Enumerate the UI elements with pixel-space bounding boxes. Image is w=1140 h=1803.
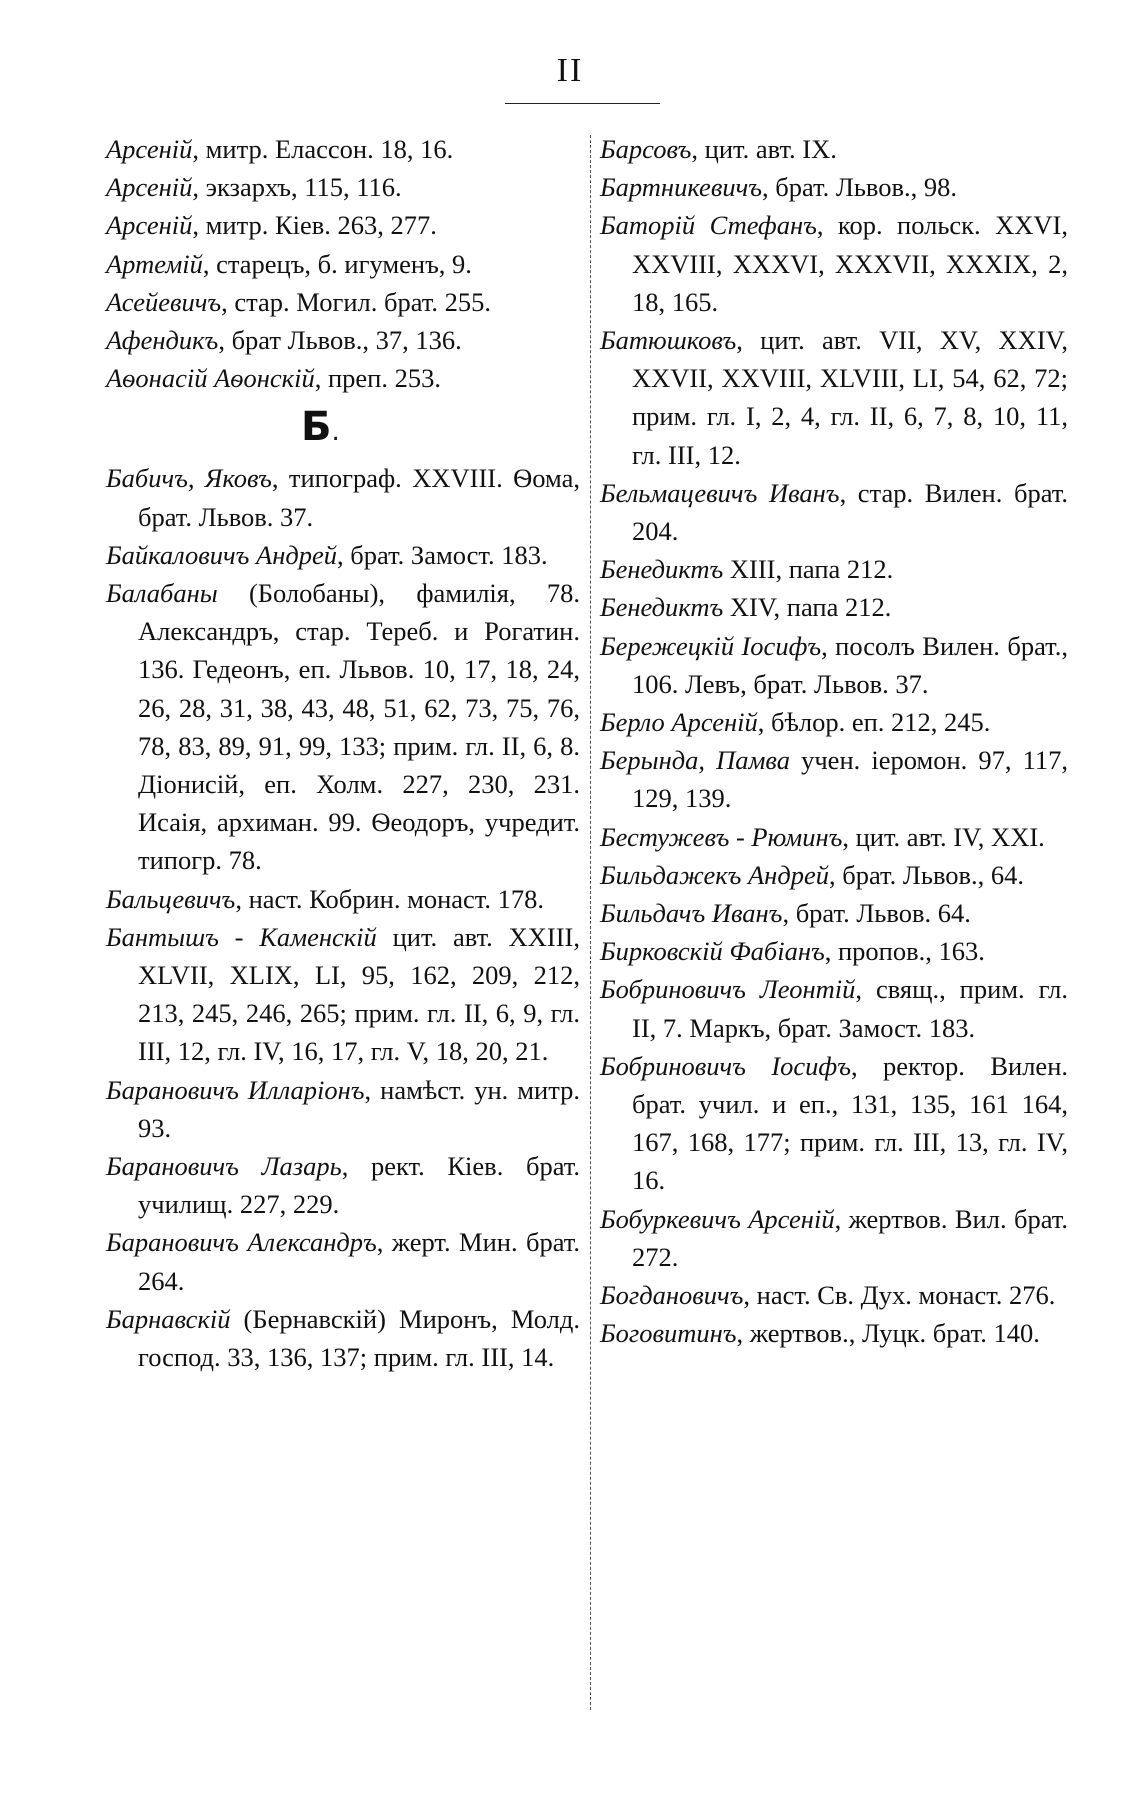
entry-heading: Афендикъ	[106, 325, 219, 356]
index-entry	[600, 550, 1068, 588]
index-entry	[600, 856, 1068, 894]
entry-heading: Батюшковъ	[600, 325, 737, 356]
entry-text: цит. авт. XXIII, XLVII, XLIX, LI, 95, 162, 209, 212, 213, 245, 246, 265; прим. гл. II, 6, 9, гл. III, 12, гл. IV, 16, 17, гл. V, 18, 20, 21.	[138, 921, 580, 1067]
entry-text: XIV, папа 212.	[723, 592, 892, 623]
entry-text: , митр. Кіев. 263, 277.	[192, 210, 437, 241]
entry-heading: Бобриновичъ Леонтій	[600, 974, 856, 1005]
entry-heading: Бильдажекъ Андрей	[600, 859, 829, 890]
letter-heading: Б.	[301, 404, 340, 451]
index-entry	[600, 970, 1068, 1046]
entry-text: (Болобаны), фамилія, 78. Александръ, стар. Тереб. и Рогатин. 136. Гедеонъ, еп. Львов. 10, 17, 18, 24, 26, 28, 31, 38, 43, 48, 51, 62, 73, 75, 76, 78, 83, 89, 91, 99, 133; прим. гл. II, 6, 8. Діонисій, еп. Холм. 227, 230, 231. Исаія, архиман. 99. Ѳеодоръ, учредит. типогр. 78.	[138, 578, 580, 876]
entries-section-right	[600, 130, 1068, 1353]
entry-text: , наст. Св. Дух. монаст. 276.	[743, 1280, 1056, 1311]
entry-heading: Бальцевичъ	[106, 883, 236, 914]
index-entry	[106, 574, 580, 880]
entry-heading: Боговитинъ	[600, 1318, 737, 1349]
entry-heading: Бенедиктъ	[600, 592, 724, 623]
entries-section-b	[106, 459, 580, 1376]
index-entry	[106, 206, 580, 244]
index-entry	[106, 1147, 580, 1223]
index-entry	[600, 1200, 1068, 1276]
entry-heading: Барнавскій	[106, 1303, 231, 1334]
header-rule	[505, 103, 660, 104]
index-entry	[600, 206, 1068, 321]
index-entry	[600, 894, 1068, 932]
entry-text: , свящ., прим. гл. II, 7. Маркъ, брат. Замост. 183.	[632, 974, 1068, 1043]
entry-text: , наст. Кобрин. монаст. 178.	[235, 883, 545, 914]
entry-text: , цит. авт. IV, XXI.	[842, 821, 1045, 852]
index-entry	[600, 741, 1068, 817]
entry-heading: Бобриновичъ Іосифъ	[600, 1050, 851, 1081]
index-entry	[600, 168, 1068, 206]
right-column	[600, 130, 1068, 1353]
entry-heading: Бильдачъ Иванъ	[600, 898, 783, 929]
entry-heading: Арсеній	[106, 172, 193, 203]
entry-heading: Бирковскій Фабіанъ	[600, 936, 825, 967]
entry-heading: Бобуркевичъ Арсеній	[600, 1203, 835, 1234]
index-entry	[600, 1276, 1068, 1314]
entry-text: , брат. Замост. 183.	[337, 539, 548, 570]
entry-text: , бѣлор. еп. 212, 245.	[757, 707, 991, 738]
entry-heading: Барановичъ Илларіонъ	[106, 1074, 365, 1105]
entry-text: , цит. авт. IX.	[691, 134, 837, 164]
index-entry	[600, 1314, 1068, 1352]
entry-text: , ректор. Вилен. брат. учил. и еп., 131, 135, 161 164, 167, 168, 177; прим. гл. III, 13, гл. IV, 16.	[632, 1050, 1068, 1196]
entry-heading: Бабичъ, Яковъ	[106, 463, 272, 494]
entry-heading: Бестужевъ - Рюминъ	[600, 821, 843, 852]
index-entry	[600, 588, 1068, 626]
entry-text: , преп. 253.	[314, 363, 441, 394]
entry-heading: Бельмацевичъ Иванъ	[600, 477, 840, 508]
page-number: II	[556, 52, 584, 89]
entry-heading: Барановичъ Александръ	[106, 1227, 377, 1258]
index-entry	[106, 283, 580, 321]
entry-heading: Барсовъ	[600, 134, 692, 164]
index-entry	[106, 536, 580, 574]
entry-text: , намѣст. ун. митр. 93.	[138, 1074, 580, 1143]
entry-text: , брат. Львов., 64.	[829, 859, 1025, 890]
entry-text: XIII, папа 212.	[723, 554, 894, 585]
index-entry	[106, 245, 580, 283]
entry-text: , жерт. Мин. брат. 264.	[138, 1227, 580, 1296]
index-entry	[600, 321, 1068, 474]
entry-text: , экзархъ, 115, 116.	[192, 172, 402, 203]
entry-text: , брат. Львов. 64.	[782, 898, 971, 929]
index-entry	[600, 130, 1068, 168]
entry-text: , жертвов., Луцк. брат. 140.	[736, 1318, 1040, 1349]
entry-heading: Богдановичъ	[600, 1280, 744, 1311]
index-entry	[106, 459, 580, 535]
entry-heading: Бережецкій Іосифъ	[600, 630, 822, 661]
entry-heading: Бартникевичъ	[600, 172, 762, 203]
index-entry	[106, 168, 580, 206]
index-entry	[106, 918, 580, 1071]
entry-heading: Балабаны	[106, 578, 218, 609]
index-entry	[106, 1223, 580, 1299]
index-entry	[600, 627, 1068, 703]
index-entry	[106, 1300, 580, 1376]
entry-heading: Бантышъ - Каменскій	[106, 921, 377, 952]
entry-text: , цит. авт. VII, XV, XXIV, XXVII, XXVIII, XLVIII, LI, 54, 62, 72; прим. гл. I, 2, 4, гл. II, 6, 7, 8, 10, 11, гл. III, 12.	[632, 325, 1068, 470]
entry-heading: Барановичъ Лазарь	[106, 1151, 342, 1182]
index-entry	[600, 1047, 1068, 1200]
left-column	[106, 130, 580, 1376]
entry-heading: Асейевичъ	[106, 286, 222, 317]
entry-text: учен. іеромон. 97, 117, 129, 139.	[632, 745, 1069, 814]
index-entry	[106, 130, 580, 168]
index-entry	[106, 1071, 580, 1147]
entry-text: , типограф. XXVIII. Ѳома, брат. Львов. 37.	[138, 463, 580, 532]
entry-text: , рект. Кіев. брат. училищ. 227, 229.	[138, 1151, 580, 1220]
entry-heading: Аѳонасій Аѳонскій	[106, 363, 315, 394]
column-divider	[590, 135, 591, 1710]
entry-heading: Бенедиктъ	[600, 554, 724, 585]
index-entry	[600, 474, 1068, 550]
entry-heading: Артемій	[106, 248, 203, 279]
entry-text: , брат. Львов., 98.	[761, 172, 958, 203]
entry-text: , стар. Могил. брат. 255.	[221, 286, 492, 317]
index-entry	[600, 818, 1068, 856]
entry-heading: Арсеній	[106, 210, 193, 241]
entry-text: , жертвов. Вил. брат. 272.	[632, 1203, 1068, 1272]
entry-text: , митр. Елассон. 18, 16.	[192, 134, 454, 164]
entry-text: , пропов., 163.	[824, 936, 985, 967]
entries-section-a	[106, 130, 580, 397]
entry-text: , брат Львов., 37, 136.	[218, 325, 462, 356]
entry-text: , кор. польск. XXVI, XXVIII, XXXVI, XXXVII, XXXIX, 2, 18, 165.	[632, 210, 1068, 317]
entry-heading: Берло Арсеній	[600, 707, 758, 738]
entry-heading: Арсеній	[106, 134, 193, 164]
index-entry	[600, 703, 1068, 741]
entry-text: , старецъ, б. игуменъ, 9.	[202, 248, 472, 279]
index-entry	[106, 321, 580, 359]
entry-heading: Байкаловичъ Андрей	[106, 539, 338, 570]
entry-text: (Бернавскій) Миронъ, Молд. господ. 33, 136, 137; прим. гл. III, 14.	[138, 1303, 580, 1373]
index-entry	[106, 880, 580, 918]
entry-text: , стар. Вилен. брат. 204.	[632, 477, 1068, 547]
entry-heading: Берында, Памва	[600, 745, 790, 776]
entry-text: , посолъ Вилен. брат., 106. Левъ, брат. Львов. 37.	[632, 630, 1068, 699]
index-entry	[600, 932, 1068, 970]
index-entry	[106, 359, 580, 397]
entry-heading: Баторій Стефанъ	[600, 210, 817, 241]
